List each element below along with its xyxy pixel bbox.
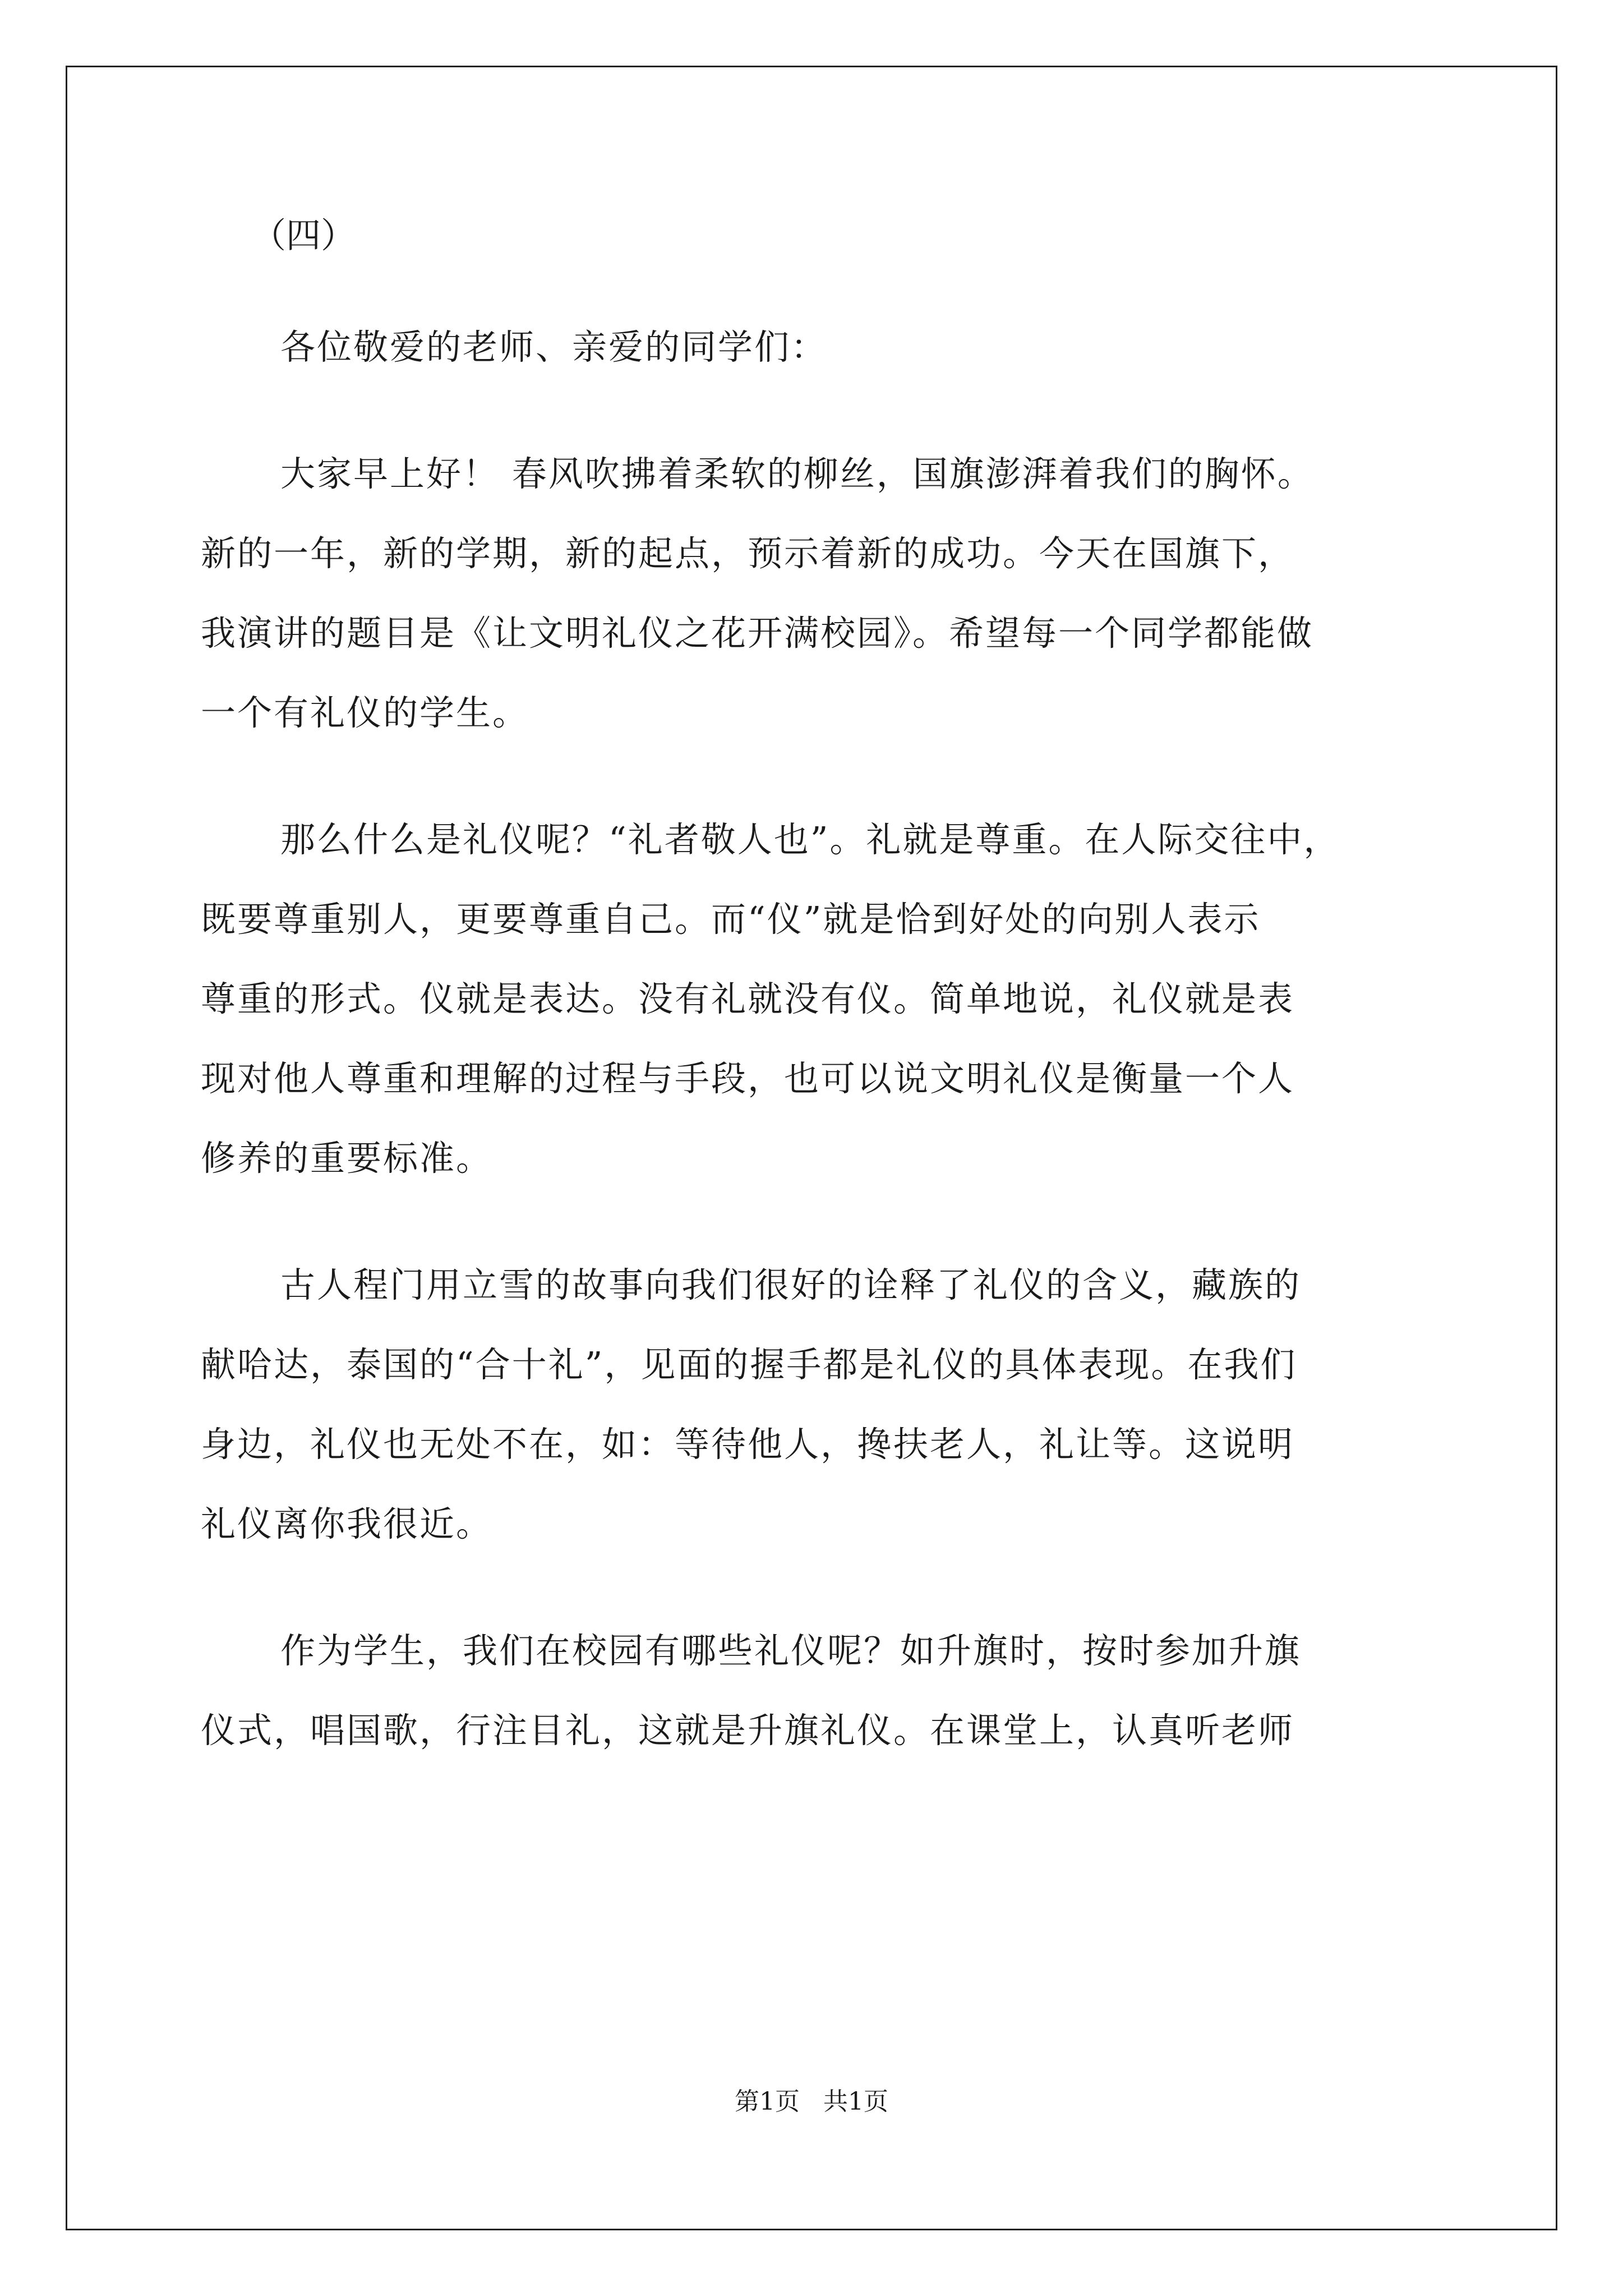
- paragraph-line: 礼仪离你我很近。: [201, 1503, 493, 1544]
- paragraph-line: 新的一年，新的学期，新的起点，预示着新的成功。今天在国旗下，: [201, 533, 1295, 574]
- paragraph-line: 那么什么是礼仪呢？“礼者敬人也”。礼就是尊重。在人际交往中，: [280, 819, 1340, 860]
- paragraph-4: [201, 1611, 1435, 1770]
- salutation: [201, 307, 1435, 387]
- page-footer: 第1页 共1页: [735, 2087, 888, 2116]
- paragraph-line: 一个有礼仪的学生。: [201, 692, 529, 733]
- paragraph-line: 我演讲的题目是《让文明礼仪之花开满校园》。希望每一个同学都能做: [201, 613, 1314, 654]
- paragraph-1: [201, 434, 1435, 753]
- paragraph-line: 献哈达，泰国的“合十礼”，见面的握手都是礼仪的具体表现。在我们: [201, 1344, 1297, 1385]
- paragraph-3: [201, 1245, 1435, 1564]
- paragraph-line: 身边，礼仪也无处不在，如：等待他人，搀扶老人，礼让等。这说明: [201, 1424, 1295, 1465]
- salutation-line: 各位敬爱的老师、亲爱的同学们：: [280, 326, 828, 367]
- paragraph-line: 修养的重要标准。: [201, 1138, 493, 1179]
- document-body: [201, 215, 1435, 1770]
- paragraph-line: 作为学生，我们在校园有哪些礼仪呢？如升旗时，按时参加升旗: [280, 1630, 1302, 1671]
- paragraph-line: 大家早上好！ 春风吹拂着柔软的柳丝，国旗澎湃着我们的胸怀。: [280, 453, 1314, 494]
- section-heading: （四）: [251, 215, 356, 256]
- paragraph-2: [201, 800, 1435, 1198]
- paragraph-line: 现对他人尊重和理解的过程与手段，也可以说文明礼仪是衡量一个人: [201, 1058, 1295, 1099]
- paragraph-line: 既要尊重别人，更要尊重自己。而“仪”就是恰到好处的向别人表示: [201, 899, 1261, 940]
- paragraph-line: 古人程门用立雪的故事向我们很好的诠释了礼仪的含义，藏族的: [280, 1264, 1302, 1305]
- paragraph-line: 仪式，唱国歌，行注目礼，这就是升旗礼仪。在课堂上，认真听老师: [201, 1710, 1295, 1751]
- paragraph-line: 尊重的形式。仪就是表达。没有礼就没有仪。简单地说，礼仪就是表: [201, 978, 1295, 1019]
